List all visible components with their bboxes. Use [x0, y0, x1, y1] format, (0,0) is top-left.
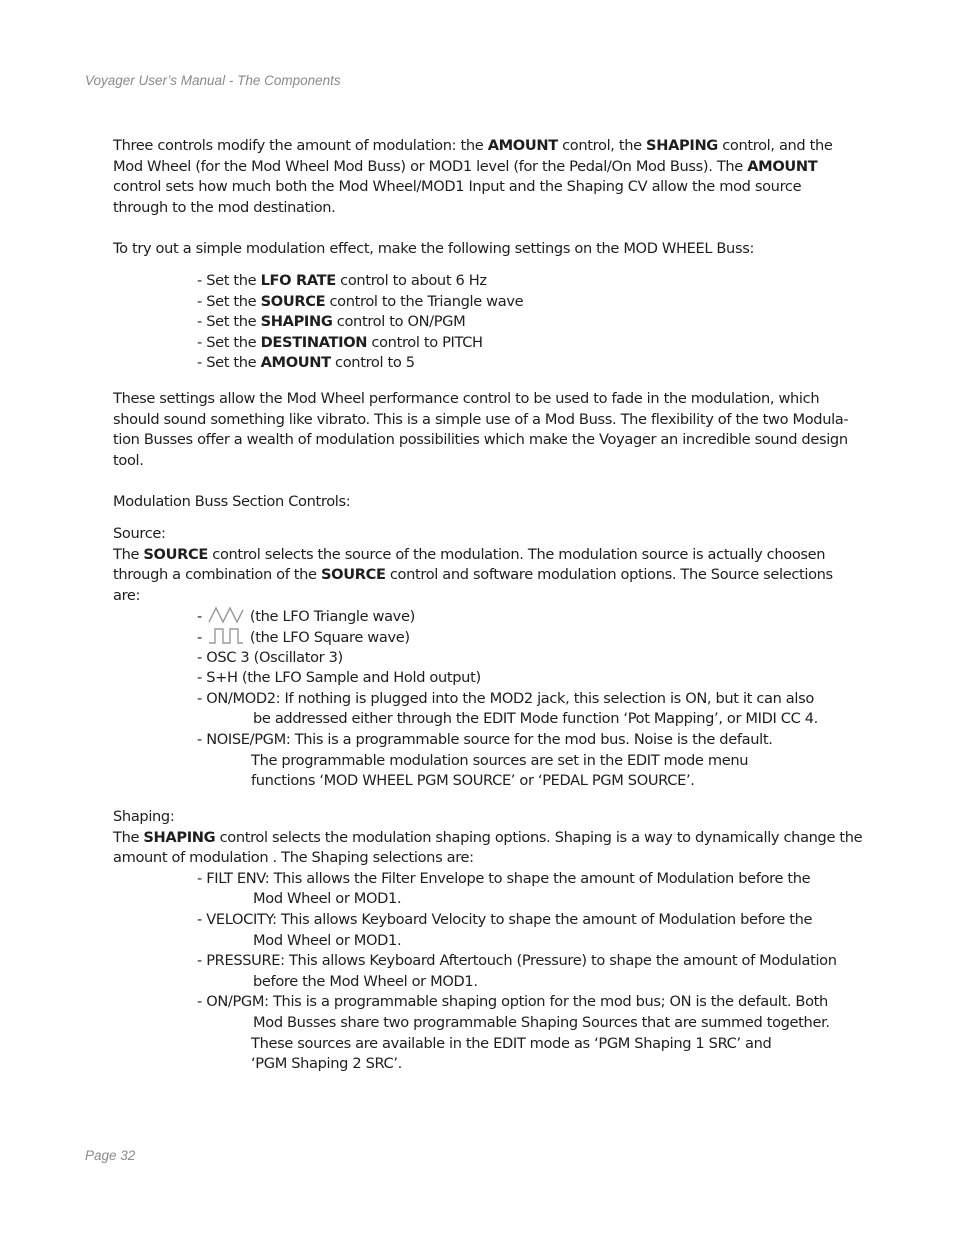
- try-intro-line: To try out a simple modulation effect, make the following settings on the MOD WHEEL Buss:: [113, 240, 755, 257]
- source-line-2: [113, 565, 853, 586]
- source-option-onmod2-cont: be addressed either through the EDIT Mode function ‘Pot Mapping’, or MIDI CC 4.: [253, 710, 818, 728]
- control-name: AMOUNT: [260, 354, 331, 372]
- shaping-option-filt-env: - FILT ENV: This allows the Filter Envelope to shape the amount of Modulation before the: [197, 869, 811, 887]
- text-run: (the LFO Triangle wave): [249, 608, 415, 626]
- control-name: SOURCE: [260, 292, 326, 310]
- source-section: [113, 524, 853, 792]
- control-name: LFO RATE: [260, 272, 336, 289]
- note-line: should sound something like vibrato. This is a simple use of a Mod Buss. The flexibility of the two Modula-: [113, 410, 849, 428]
- section-heading: [113, 492, 853, 513]
- text-run: control selects the modulation shaping options. Shaping is a way to dynamically change the: [215, 828, 863, 846]
- page-number: Page 32: [85, 1148, 136, 1163]
- setting-item: [113, 292, 853, 313]
- source-line-3: are:: [113, 586, 141, 604]
- text-run: control, the: [557, 137, 647, 154]
- text-run: control to 5: [330, 354, 415, 372]
- setting-item: [113, 353, 853, 374]
- source-option-triangle: - (the LFO Triangle wave): [197, 608, 415, 626]
- text-run: control to ON/PGM: [332, 313, 466, 331]
- intro-line-2: [113, 157, 853, 178]
- text-run: Three controls modify the amount of modulation: the: [113, 137, 488, 154]
- text-run: through a combination of the: [113, 566, 321, 584]
- triangle-wave-icon: [208, 606, 244, 624]
- note-line: These settings allow the Mod Wheel performance control to be used to fade in the modulation, which: [113, 390, 820, 407]
- intro-line-4: through to the mod destination.: [113, 198, 336, 216]
- setting-item: [113, 333, 853, 354]
- control-amount: AMOUNT: [747, 157, 818, 175]
- shaping-section: [113, 807, 863, 1075]
- shaping-option-velocity-cont: Mod Wheel or MOD1.: [253, 931, 402, 949]
- shaping-option-onpgm-cont: ‘PGM Shaping 2 SRC’.: [251, 1055, 402, 1073]
- setting-item: [113, 312, 853, 333]
- text-run: control selects the source of the modulation. The modulation source is actually choosen: [207, 545, 826, 563]
- text-run: control and software modulation options. The Source selections: [385, 566, 833, 584]
- shaping-option-onpgm-cont: These sources are available in the EDIT mode as ‘PGM Shaping 1 SRC’ and: [251, 1034, 772, 1052]
- control-source: SOURCE: [320, 566, 386, 584]
- text-run: - Set the: [197, 292, 261, 310]
- control-name: DESTINATION: [260, 333, 368, 351]
- source-option-noise-cont: The programmable modulation sources are set in the EDIT mode menu: [251, 751, 749, 769]
- text-run: Mod Wheel (for the Mod Wheel Mod Buss) or MOD1 level (for the Pedal/On Mod Buss). The: [113, 157, 748, 175]
- try-intro: [113, 239, 853, 260]
- text-run: control, and the: [717, 137, 833, 154]
- shaping-line-2: amount of modulation . The Shaping selections are:: [113, 849, 474, 867]
- control-amount: AMOUNT: [487, 137, 558, 154]
- note-line: tool.: [113, 451, 144, 469]
- shaping-heading: Shaping:: [113, 808, 175, 825]
- settings-note: [113, 389, 853, 471]
- setting-item: [113, 271, 853, 292]
- settings-list: [113, 271, 853, 374]
- text-run: The: [113, 545, 144, 563]
- note-line: tion Busses offer a wealth of modulation possibilities which make the Voyager an incredible sound design: [113, 431, 848, 449]
- shaping-option-onpgm-cont: Mod Busses share two programmable Shaping Sources that are summed together.: [253, 1013, 830, 1031]
- shaping-option-filt-env-cont: Mod Wheel or MOD1.: [253, 890, 402, 908]
- shaping-line-1: [113, 828, 863, 849]
- shaping-option-pressure-cont: before the Mod Wheel or MOD1.: [253, 972, 478, 990]
- text-run: The: [113, 828, 144, 846]
- source-option-noise: - NOISE/PGM: This is a programmable source for the mod bus. Noise is the default.: [197, 730, 773, 748]
- control-source: SOURCE: [143, 545, 208, 563]
- text-run: - Set the: [197, 313, 261, 331]
- control-shaping: SHAPING: [646, 137, 718, 154]
- text-run: - Set the: [197, 333, 261, 351]
- source-heading: Source:: [113, 525, 166, 542]
- square-wave-icon: [208, 627, 244, 645]
- intro-line-3: control sets how much both the Mod Wheel/MOD1 Input and the Shaping CV allow the mod source: [113, 178, 802, 196]
- control-shaping: SHAPING: [143, 828, 216, 846]
- text-run: (the LFO Square wave): [249, 628, 410, 646]
- shaping-option-velocity: - VELOCITY: This allows Keyboard Velocity to shape the amount of Modulation before the: [197, 910, 813, 928]
- source-option-osc3: - OSC 3 (Oscillator 3): [197, 648, 343, 666]
- text-run: control to about 6 Hz: [335, 272, 487, 289]
- text-run: control to the Triangle wave: [325, 292, 524, 310]
- source-option-square: - (the LFO Square wave): [197, 628, 410, 646]
- source-option-noise-cont: functions ‘MOD WHEEL PGM SOURCE’ or ‘PEDAL PGM SOURCE’.: [251, 772, 695, 790]
- source-option-onmod2: - ON/MOD2: If nothing is plugged into the MOD2 jack, this selection is ON, but it can also: [197, 689, 814, 707]
- shaping-option-pressure: - PRESSURE: This allows Keyboard Aftertouch (Pressure) to shape the amount of Modulation: [197, 952, 837, 970]
- control-name: SHAPING: [260, 313, 333, 331]
- intro-paragraph: [113, 136, 853, 218]
- section-heading-text: Modulation Buss Section Controls:: [113, 493, 351, 510]
- source-line-1: [113, 545, 853, 566]
- shaping-option-onpgm: - ON/PGM: This is a programmable shaping option for the mod bus; ON is the default. Both: [197, 993, 828, 1011]
- text-run: control to PITCH: [367, 333, 483, 351]
- text-run: - Set the: [197, 272, 261, 289]
- intro-line-1: [113, 136, 853, 157]
- source-option-sh: - S+H (the LFO Sample and Hold output): [197, 669, 481, 687]
- text-run: - Set the: [197, 354, 261, 372]
- running-header: Voyager User’s Manual - The Components: [85, 73, 341, 88]
